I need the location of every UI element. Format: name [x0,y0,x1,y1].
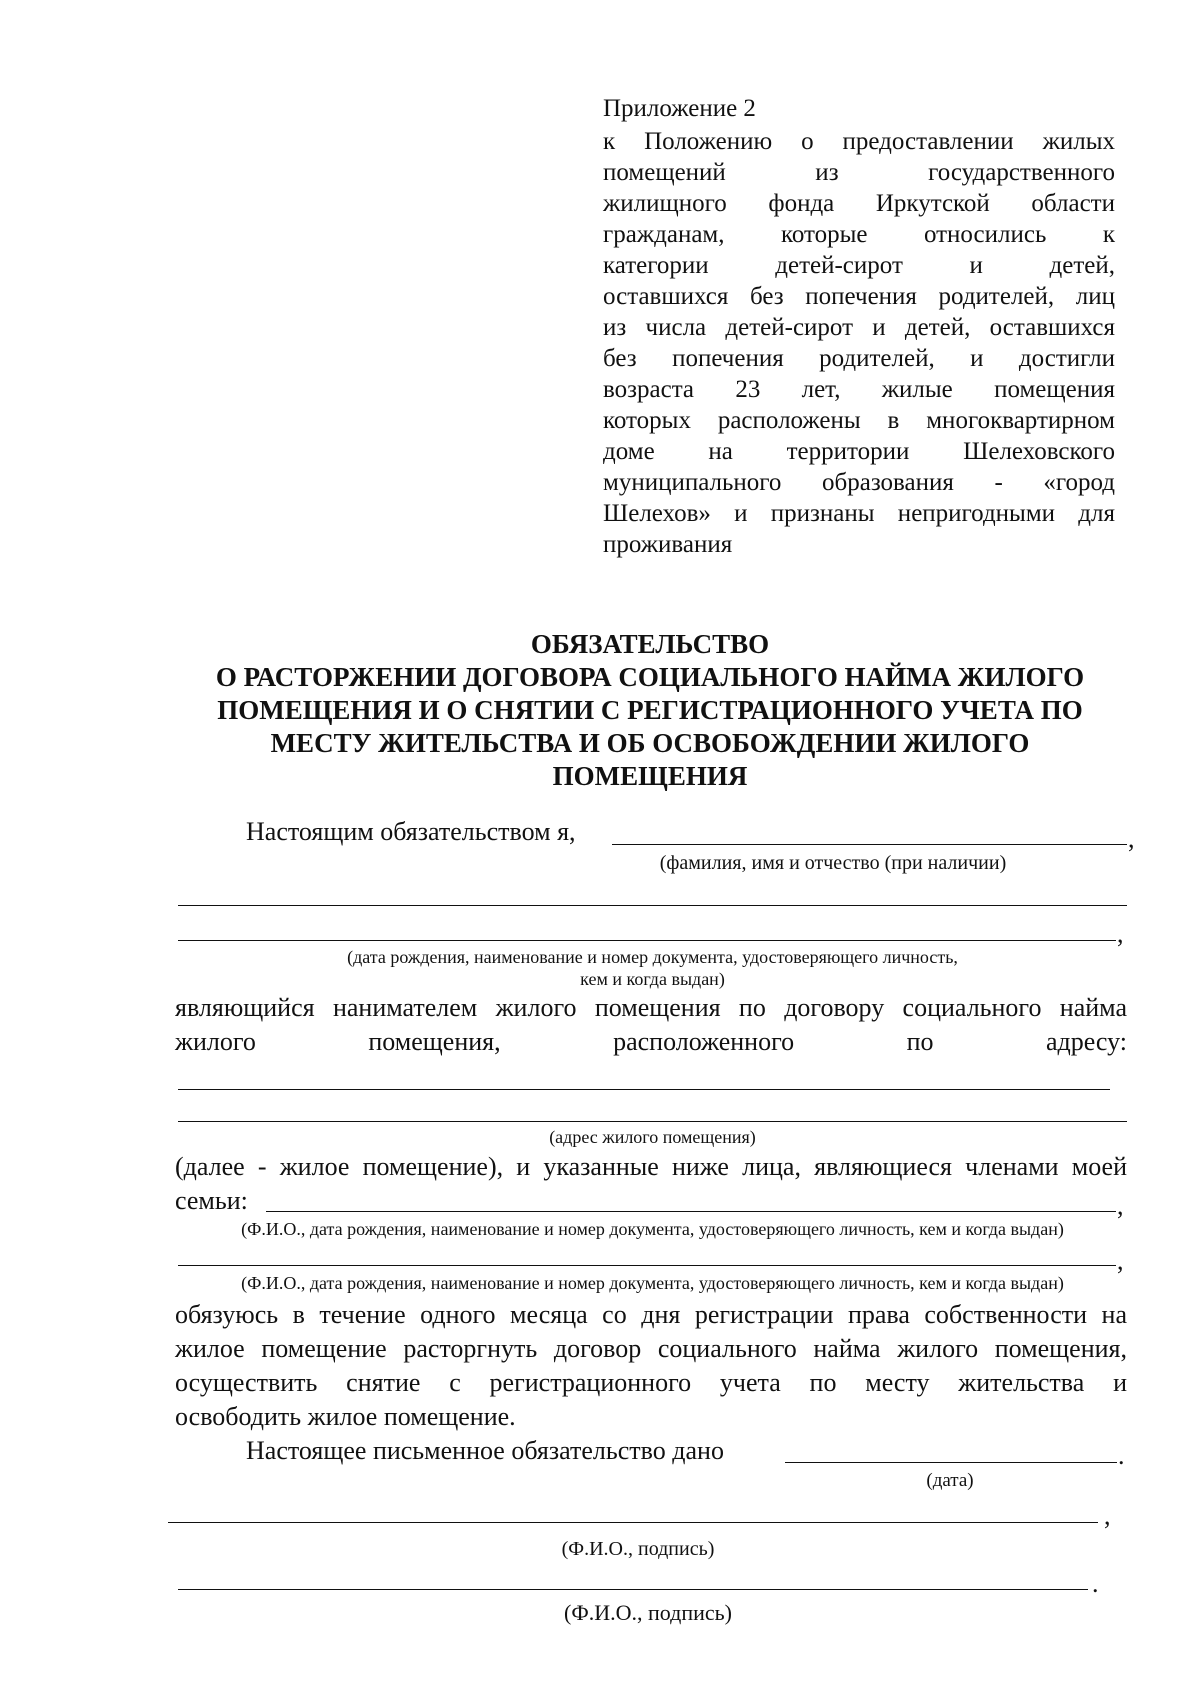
period: . [1118,1441,1125,1470]
given-text: Настоящее письменное обязательство дано [246,1436,724,1465]
paragraph-line: обязуюсь в течение одного месяца со дня регистрации права собственности на [175,1300,1127,1329]
paragraph-line: осуществить снятие с регистрационного учета по месту жительства и [175,1368,1127,1397]
title-line: ПОМЕЩЕНИЯ [552,761,748,791]
family-field-line[interactable] [178,1265,1116,1266]
signature-caption: (Ф.И.О., подпись) [564,1600,732,1625]
title-line: МЕСТУ ЖИТЕЛЬСТВА И ОБ ОСВОБОЖДЕНИИ ЖИЛОГО [270,728,1030,758]
comma: , [1117,1191,1124,1220]
family-label: семьи: [175,1186,248,1215]
caption-line: кем и когда выдан) [580,969,725,989]
appendix-line: помещений из государственного [603,159,1115,186]
address-caption: (адрес жилого помещения) [549,1127,756,1147]
family-field-line[interactable] [266,1211,1116,1212]
signature-caption: (Ф.И.О., подпись) [561,1538,715,1560]
appendix-line: без попечения родителей, и достигли [603,345,1115,372]
comma: , [1128,824,1135,853]
date-caption: (дата) [926,1470,974,1491]
caption-line: (дата рождения, наименование и номер документа, удостоверяющего личность, [347,947,958,967]
title-line: ОБЯЗАТЕЛЬСТВО [530,629,770,659]
appendix-text [603,126,1115,560]
document-caption [178,946,1127,990]
appendix-line: из числа детей-сирот и детей, оставшихся [603,314,1115,341]
signature-field-line[interactable] [178,1589,1088,1590]
document-field-line[interactable] [178,905,1127,906]
date-field[interactable] [785,1462,1117,1463]
title-line: ПОМЕЩЕНИЯ И О СНЯТИИ С РЕГИСТРАЦИОННОГО УЧЕТА ПО [217,695,1083,725]
appendix-line: доме на территории Шелеховского [603,438,1115,465]
address-field-line[interactable] [178,1121,1127,1122]
comma: , [1117,1246,1124,1275]
appendix-line: Шелехов» и признаны непригодными для [603,500,1115,527]
paragraph-line: (далее - жилое помещение), и указанные ниже лица, являющиеся членами моей [175,1152,1127,1181]
appendix-label: Приложение 2 [603,95,756,122]
appendix-line: проживания [603,531,733,558]
period: . [1092,1569,1099,1598]
appendix-line: оставшихся без попечения родителей, лиц [603,283,1115,310]
comma: , [1104,1501,1111,1530]
paragraph-line: жилого помещения, расположенного по адресу: [175,1027,1127,1056]
appendix-line: категории детей-сирот и детей, [603,252,1115,279]
family-paragraph [175,1150,1127,1184]
document-title [150,628,1150,793]
title-line: О РАСТОРЖЕНИИ ДОГОВОРА СОЦИАЛЬНОГО НАЙМА ЖИЛОГО [215,662,1085,692]
paragraph-line: освободить жилое помещение. [175,1402,516,1431]
family-caption: (Ф.И.О., дата рождения, наименование и номер документа, удостоверяющего личность, кем и когда выдан) [241,1273,1064,1293]
comma: , [1117,919,1124,948]
obligation-paragraph [175,1298,1127,1434]
paragraph-line: жилое помещение расторгнуть договор социального найма жилого помещения, [175,1334,1127,1363]
appendix-line: которых расположены в многоквартирном [603,407,1115,434]
intro-text: Настоящим обязательством я, [246,817,576,846]
document-field-line[interactable] [178,940,1116,941]
family-caption: (Ф.И.О., дата рождения, наименование и номер документа, удостоверяющего личность, кем и когда выдан) [241,1219,1064,1239]
appendix-line: гражданам, которые относились к [603,221,1115,248]
address-field-line[interactable] [178,1089,1110,1090]
appendix-line: к Положению о предоставлении жилых [603,128,1115,155]
fio-field[interactable] [612,844,1127,845]
appendix-line: возраста 23 лет, жилые помещения [603,376,1115,403]
tenant-paragraph [175,991,1127,1059]
paragraph-line: являющийся нанимателем жилого помещения по договору социального найма [175,993,1127,1022]
appendix-line: муниципального образования - «город [603,469,1115,496]
appendix-line: жилищного фонда Иркутской области [603,190,1115,217]
signature-field-line[interactable] [168,1522,1098,1523]
fio-caption: (фамилия, имя и отчество (при наличии) [659,852,1007,874]
